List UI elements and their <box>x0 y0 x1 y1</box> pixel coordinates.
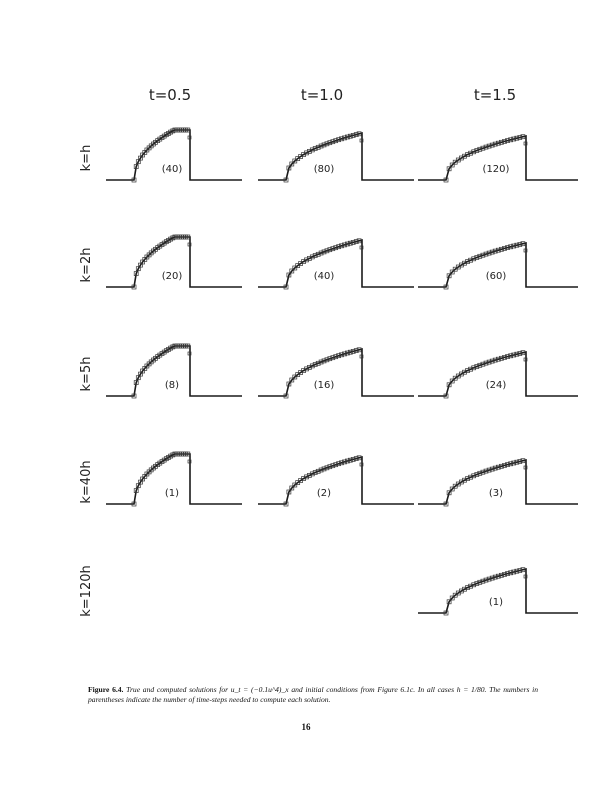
solution-plot <box>258 456 414 506</box>
time-step-count: (40) <box>161 164 183 175</box>
solution-plot <box>258 239 414 289</box>
true-solution-curve <box>258 457 414 504</box>
time-step-count: (8) <box>164 380 180 391</box>
caption-lead: Figure 6.4. <box>88 684 124 694</box>
time-step-count: (24) <box>485 380 507 391</box>
caption-text: True and computed solutions for u_t = (−0.1u^4)_x and initial conditions from Figure 6.1c. In all cases h = 1/80. The numbers in parentheses indicate the number of time-steps needed to compute each solution. <box>88 684 538 704</box>
column-title: t=1.5 <box>473 86 517 104</box>
time-step-count: (120) <box>482 164 510 175</box>
true-solution-curve <box>258 133 414 180</box>
time-step-count: (2) <box>316 488 332 499</box>
row-label: k=40h <box>79 460 94 504</box>
row-label: k=h <box>79 144 94 172</box>
time-step-count: (3) <box>488 488 504 499</box>
column-title: t=1.0 <box>300 86 344 104</box>
true-solution-curve <box>258 240 414 287</box>
time-step-count: (80) <box>313 164 335 175</box>
solution-plot <box>258 132 414 182</box>
time-step-count: (60) <box>485 271 507 282</box>
time-step-count: (16) <box>313 380 335 391</box>
figure-caption <box>88 685 538 705</box>
solution-plot <box>258 348 414 398</box>
column-title: t=0.5 <box>148 86 192 104</box>
row-label: k=5h <box>79 356 94 392</box>
true-solution-curve <box>258 349 414 396</box>
time-step-count: (1) <box>488 597 504 608</box>
page-number: 16 <box>301 722 311 732</box>
row-label: k=120h <box>79 565 94 617</box>
row-label: k=2h <box>79 247 94 283</box>
time-step-count: (40) <box>313 271 335 282</box>
time-step-count: (20) <box>161 271 183 282</box>
time-step-count: (1) <box>164 488 180 499</box>
